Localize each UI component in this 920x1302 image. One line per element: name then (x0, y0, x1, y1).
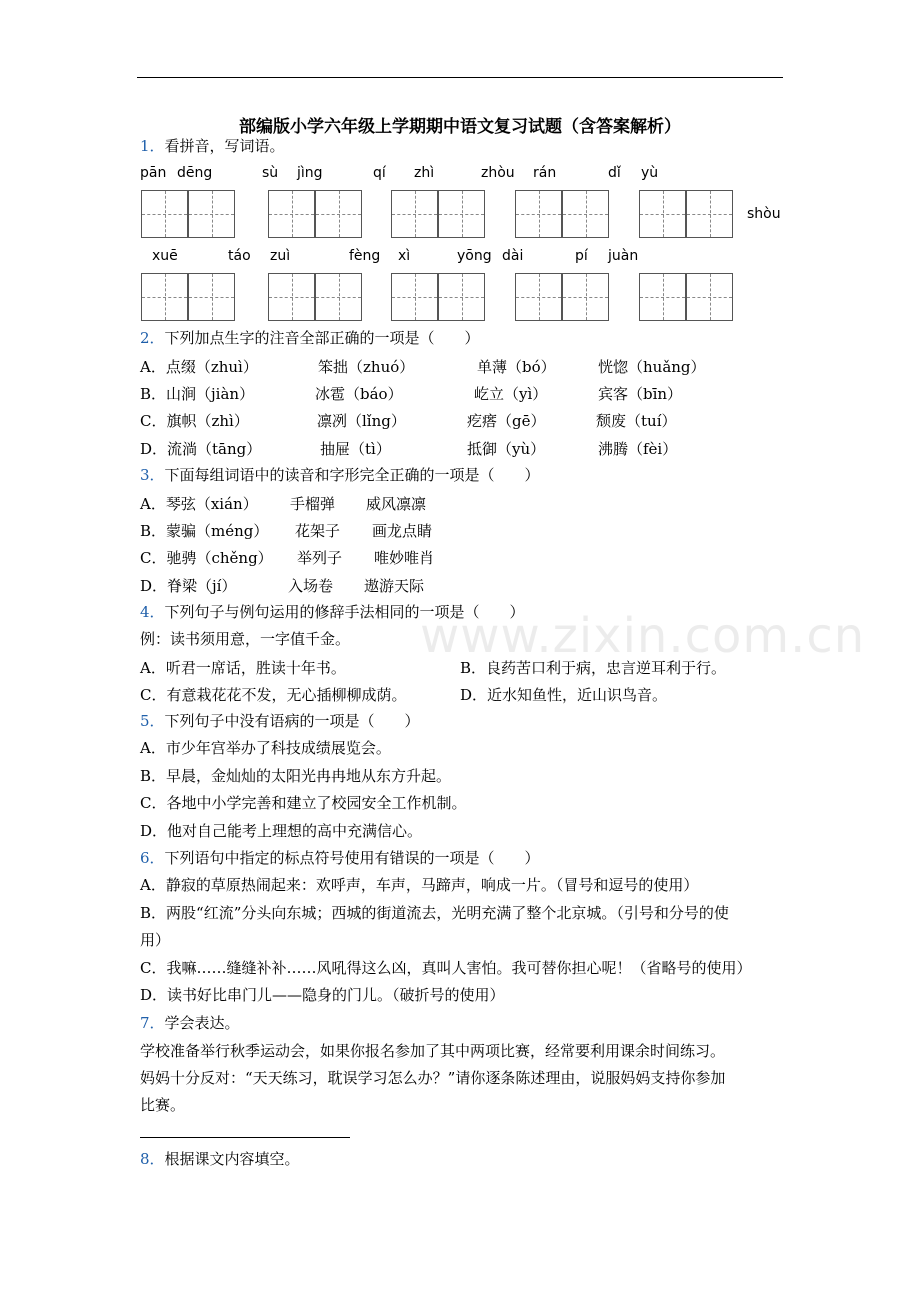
option-item: 疙瘩（gē） (467, 412, 546, 430)
question-5 (140, 711, 420, 731)
option-item: 沸腾（fèi） (598, 440, 678, 458)
pinyin: xì (398, 248, 411, 264)
question-text: 下列加点生字的注音全部正确的一项是（ ） (164, 329, 480, 347)
option-b[interactable]: B．蒙骗（méng） (140, 522, 269, 540)
writing-box[interactable] (515, 190, 609, 238)
option-item: 唯妙唯肖 (374, 549, 435, 567)
question-6 (140, 848, 540, 868)
option-item: 遨游天际 (364, 577, 425, 595)
question-text: 下面每组词语中的读音和字形完全正确的一项是（ ） (164, 466, 540, 484)
option-c[interactable]: C．各地中小学完善和建立了校园安全工作机制。 (140, 794, 467, 812)
option-c[interactable]: C．我嘛……缝缝补补……风吼得这么凶，真叫人害怕。我可替你担心呢！（省略号的使用） (140, 959, 752, 977)
question-1 (140, 136, 285, 156)
pinyin: zhòu (481, 165, 515, 181)
option-a[interactable]: A．听君一席话，胜读十年书。 (140, 659, 346, 677)
option-d[interactable]: D．脊梁（jí） (140, 577, 237, 595)
question-number: 2． (140, 329, 165, 347)
option-item: 凛冽（lǐng） (317, 412, 406, 430)
writing-box[interactable] (141, 273, 235, 321)
question-number: 7． (140, 1014, 165, 1032)
option-a[interactable]: A．静寂的草原热闹起来：欢呼声，车声，马蹄声，响成一片。（冒号和逗号的使用） (140, 876, 699, 894)
option-c[interactable]: C．旗帜（zhì） (140, 412, 249, 430)
question-7-body: 比赛。 (140, 1096, 186, 1114)
option-item: 抽屉（tì） (320, 440, 391, 458)
answer-line[interactable] (140, 1137, 350, 1138)
option-item: 入场卷 (288, 577, 334, 595)
pinyin: táo (228, 248, 251, 264)
pinyin: juàn (608, 248, 639, 264)
question-7 (140, 1013, 240, 1033)
option-b[interactable]: B．早晨，金灿灿的太阳光冉冉地从东方升起。 (140, 767, 452, 785)
option-b[interactable]: B．良药苦口利于病，忠言逆耳利于行。 (460, 659, 727, 677)
option-item: 恍惚（huǎng） (598, 358, 706, 376)
question-8 (140, 1149, 300, 1169)
writing-box[interactable] (639, 273, 733, 321)
question-text: 学会表达。 (164, 1014, 240, 1032)
question-text: 下列句子中没有语病的一项是（ ） (164, 712, 420, 730)
option-item: 笨拙（zhuó） (318, 358, 415, 376)
pinyin: zuì (270, 248, 291, 264)
option-item: 单薄（bó） (477, 358, 556, 376)
pinyin: yù (641, 165, 659, 181)
option-c[interactable]: C．驰骋（chěng） (140, 549, 273, 567)
pinyin: dài (502, 248, 524, 264)
question-7-body: 学校准备举行秋季运动会，如果你报名参加了其中两项比赛，经常要利用课余时间练习。 (140, 1042, 726, 1060)
option-item: 颓废（tuí） (596, 412, 677, 430)
pinyin: fèng (349, 248, 381, 264)
option-d[interactable]: D．近水知鱼性，近山识鸟音。 (460, 686, 668, 704)
example-sentence: 例：读书须用意，一字值千金。 (140, 630, 351, 648)
pinyin: dēng (177, 165, 213, 181)
pinyin: jìng (297, 165, 323, 181)
pinyin: xuē (152, 248, 178, 264)
option-c[interactable]: C．有意栽花花不发，无心插柳柳成荫。 (140, 686, 407, 704)
writing-box[interactable] (515, 273, 609, 321)
question-number: 6． (140, 849, 165, 867)
question-text: 看拼音，写词语。 (164, 137, 285, 155)
option-item: 举列子 (297, 549, 343, 567)
writing-box[interactable] (639, 190, 733, 238)
option-item: 花架子 (295, 522, 341, 540)
question-4 (140, 602, 525, 622)
question-number: 5． (140, 712, 165, 730)
question-number: 1． (140, 137, 165, 155)
pinyin: shòu (747, 206, 781, 222)
question-2 (140, 328, 480, 348)
option-item: 冰雹（báo） (315, 385, 403, 403)
option-a[interactable]: A．琴弦（xián） (140, 495, 258, 513)
option-a[interactable]: A．市少年宫举办了科技成绩展览会。 (140, 739, 391, 757)
option-item: 屹立（yì） (474, 385, 548, 403)
pinyin: zhì (414, 165, 435, 181)
pinyin: sù (262, 165, 279, 181)
writing-box[interactable] (391, 273, 485, 321)
question-number: 4． (140, 603, 165, 621)
question-3 (140, 465, 540, 485)
option-b-continued: 用） (140, 931, 171, 949)
writing-box[interactable] (268, 190, 362, 238)
pinyin: pān (140, 165, 167, 181)
option-item: 威风凛凛 (366, 495, 427, 513)
question-number: 3． (140, 466, 165, 484)
option-d[interactable]: D．流淌（tāng） (140, 440, 262, 458)
question-text: 下列语句中指定的标点符号使用有错误的一项是（ ） (164, 849, 540, 867)
question-text: 根据课文内容填空。 (164, 1150, 300, 1168)
question-7-body: 妈妈十分反对：“天天练习，耽误学习怎么办？”请你逐条陈述理由，说服妈妈支持你参加 (140, 1069, 726, 1087)
option-b[interactable]: B．山涧（jiàn） (140, 385, 255, 403)
writing-box[interactable] (391, 190, 485, 238)
option-a[interactable]: A．点缀（zhuì） (140, 358, 258, 376)
option-d[interactable]: D．读书好比串门儿——隐身的门儿。（破折号的使用） (140, 986, 505, 1004)
option-item: 画龙点睛 (372, 522, 433, 540)
option-d[interactable]: D．他对自己能考上理想的高中充满信心。 (140, 822, 423, 840)
page-title: 部编版小学六年级上学期期中语文复习试题（含答案解析） (239, 117, 681, 137)
pinyin: pí (575, 248, 588, 264)
pinyin: dǐ (608, 165, 621, 181)
option-item: 手榴弹 (290, 495, 336, 513)
pinyin: yōng (457, 248, 492, 264)
pinyin: qí (373, 165, 386, 181)
header-rule (137, 77, 783, 78)
question-number: 8． (140, 1150, 165, 1168)
writing-box[interactable] (268, 273, 362, 321)
option-item: 宾客（bīn） (598, 385, 683, 403)
option-item: 抵御（yù） (467, 440, 546, 458)
option-b[interactable]: B．两股“红流”分头向东城；西城的街道流去，光明充满了整个北京城。（引号和分号的使 (140, 904, 729, 922)
question-text: 下列句子与例句运用的修辞手法相同的一项是（ ） (164, 603, 525, 621)
pinyin: rán (533, 165, 557, 181)
watermark: www.zixin.com.cn (420, 608, 866, 664)
writing-box[interactable] (141, 190, 235, 238)
